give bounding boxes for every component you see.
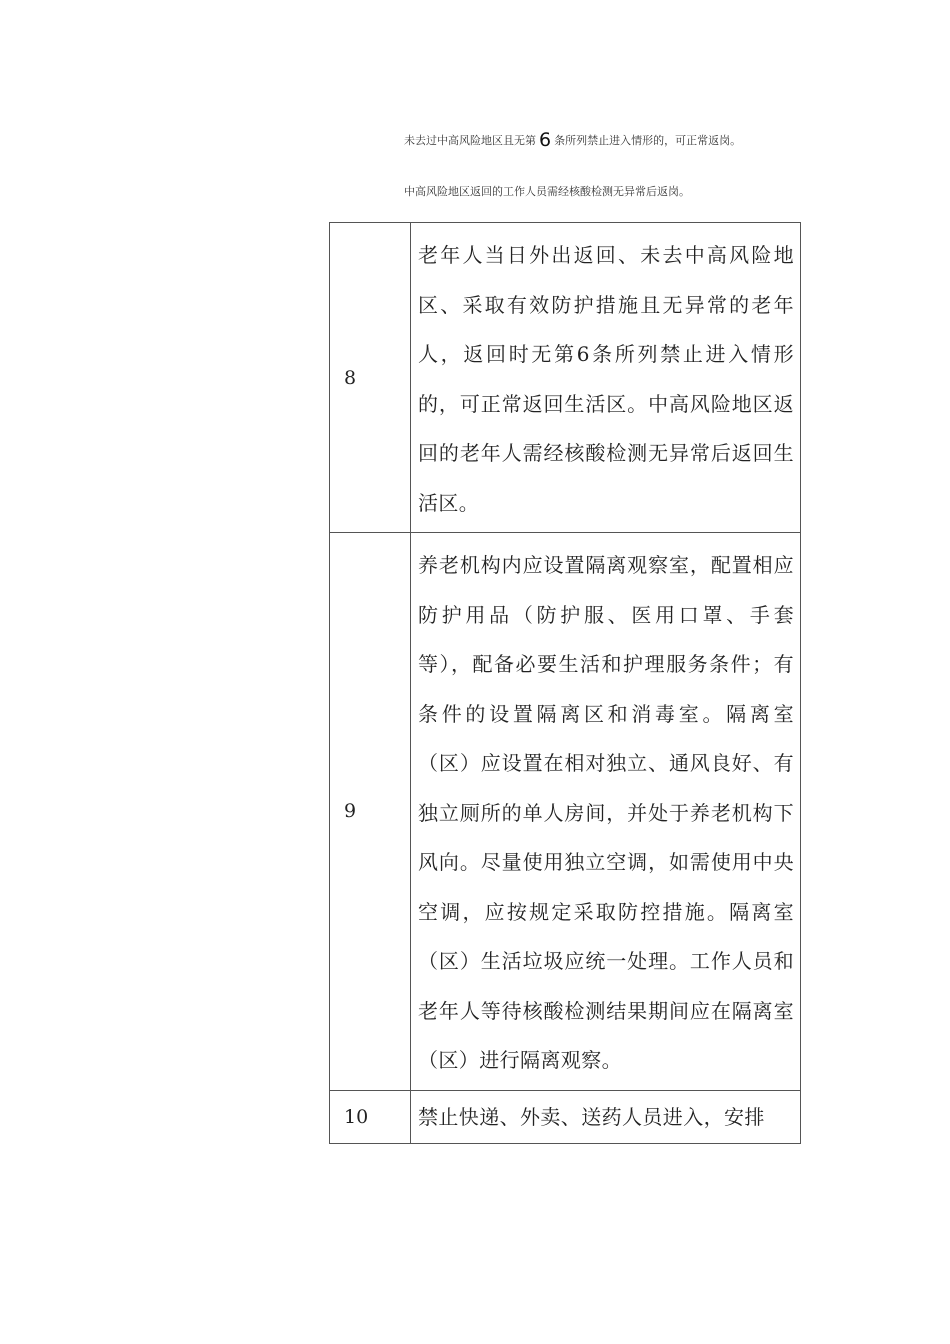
row-number: 8 — [330, 223, 411, 533]
intro-line-1 — [404, 129, 742, 151]
row-text: 养老机构内应设置隔离观察室，配置相应防护用品（防护服、医用口罩、手套等），配备必要生活和护理服务条件；有条件的设置隔离区和消毒室。隔离室（区）应设置在相对独立、通风良好、有独立厕所的单人房间，并处于养老机构下风向。尽量使用独立空调，如需使用中央空调，应按规定采取防控措施。隔离室（区）生活垃圾应统一处理。工作人员和老年人等待核酸检测结果期间应在隔离室（区）进行隔离观察。 — [411, 533, 801, 1091]
row-text: 禁止快递、外卖、送药人员进入，安排 — [411, 1090, 801, 1143]
intro-line-1-before: 未去过中高风险地区且无第 — [404, 134, 536, 147]
row-text: 老年人当日外出返回、未去中高风险地区、采取有效防护措施且无异常的老年人，返回时无第6条所列禁止进入情形的，可正常返回生活区。中高风险地区返回的老年人需经核酸检测无异常后返回生活区。 — [411, 223, 801, 533]
intro-line-1-number: 6 — [539, 129, 552, 151]
table-row — [330, 223, 801, 533]
intro-line-1-after: 条所列禁止进入情形的，可正常返岗。 — [554, 134, 742, 147]
intro-line-2: 中高风险地区返回的工作人员需经核酸检测无异常后返岗。 — [404, 185, 690, 198]
rules-table — [329, 222, 801, 1144]
row-number: 10 — [330, 1090, 411, 1143]
row-number: 9 — [330, 533, 411, 1091]
table-row — [330, 1090, 801, 1143]
table-row — [330, 533, 801, 1091]
